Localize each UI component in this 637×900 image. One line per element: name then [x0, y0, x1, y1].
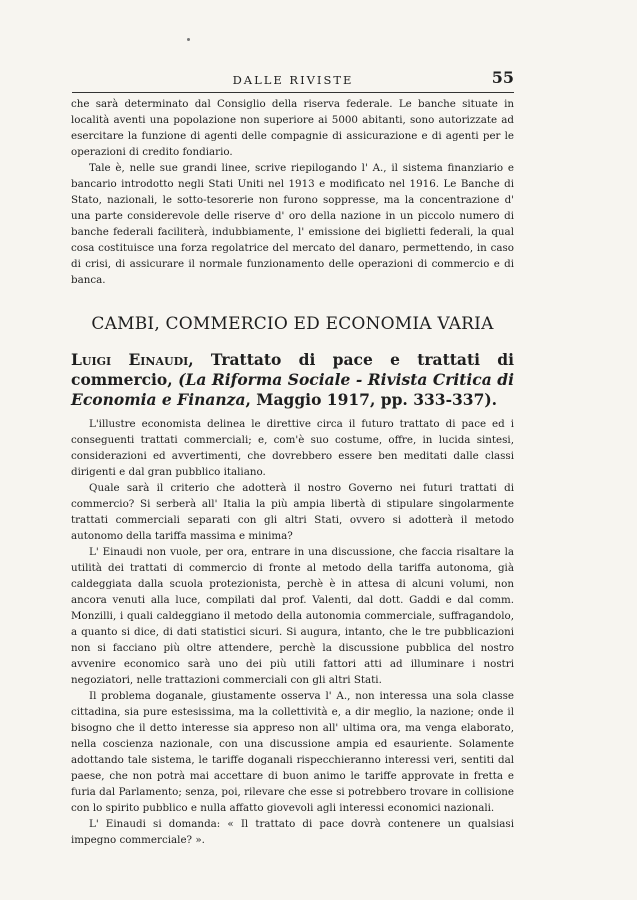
body-paragraph: Il problema doganale, giustamente osserva l' A., non interessa una sola classe cittadina, sia pure estesissima, ma la collettività e, a dir meglio, la nazione; onde il bisogno che il detto interesse sia appreso non all' ultima ora, ma venga elaborato, nella coscienza nazionale, con una discussione ampia ed esauriente. Solamente adottando tale sistema, le tariffe doganali rispecchieranno interessi veri, sentiti dal paese, che non potrà mai accettare di buon animo le tariffe approvate in fretta e furia dal Parlamento; senza, poi, rilevare che esse si potrebbero trovare in collisione con lo spirito pubblico e nulla affatto giovevoli agli interessi economici nazionali.: [71, 690, 514, 814]
intro-paragraph-1: che sarà determinato dal Consiglio della riserva federale. Le banche situate in località aventi una popolazione non superiore ai 5000 abitanti, sono autorizzate ad esercitare la funzione di agenti delle compagnie di assicurazione e di agenti per le operazioni di credito fondiario.: [71, 98, 514, 158]
article-title: , Trattato di pace e trattati di commercio,: [71, 350, 514, 389]
page-body: [71, 96, 514, 848]
intro-paragraph-2: Tale è, nelle sue grandi linee, scrive riepilogando l' A., il sistema finanziario e bancario introdotto negli Stati Uniti nel 1913 e modificato nel 1916. Le Banche di Stato, nazionali, le sotto-tesorerie non furono soppresse, ma la concentrazione d' una parte considerevole delle riserve d' oro della nazione in un piccolo numero di banche federali faciliterà, indubbiamente, l' emissione dei biglietti federali, la qual cosa costituisce una forza regolatrice del mercato del danaro, permettendo, in caso di crisi, di assicurare il normale funzionamento delle operazioni di commercio e di banca.: [71, 162, 514, 286]
running-title: DALLE RIVISTE: [232, 73, 354, 87]
body-paragraph: L'illustre economista delinea le direttive circa il futuro trattato di pace ed i conseguenti trattati commerciali; e, com'è suo costume, offre, in lucida sintesi, considerazioni ed avvertimenti, che dovrebbero essere ben meditati dalle classi dirigenti e dal gran pubblico italiano.: [71, 418, 514, 478]
article-heading: [71, 350, 514, 410]
article-journal: (La Riforma Sociale - Rivista Critica di Economia e Finanza: [71, 370, 514, 409]
article-issue: , Maggio 1917, pp. 333-337).: [245, 390, 498, 409]
section-title: CAMBI, COMMERCIO ED ECONOMIA VARIA: [91, 314, 494, 334]
body-paragraph: L' Einaudi si domanda: « Il trattato di pace dovrà contenere un qualsiasi impegno commerciale? ».: [71, 818, 514, 846]
page-header: [72, 70, 514, 88]
print-speck: [187, 38, 190, 41]
header-rule: [72, 92, 514, 93]
body-paragraph: Quale sarà il criterio che adotterà il nostro Governo nei futuri trattati di commercio? Si serberà all' Italia la più ampia libertà di stipulare singolarmente trattati commerciali separati con gli altri Stati, ovvero si adotterà il metodo autonomo della tariffa massima e minima?: [71, 482, 514, 542]
body-paragraph: L' Einaudi non vuole, per ora, entrare in una discussione, che faccia risaltare la utilità dei trattati di commercio di fronte al metodo della tariffa autonoma, già caldeggiata dalla scuola protezionista, perchè è in attesa di alcuni volumi, non ancora venuti alla luce, compilati dal prof. Valenti, dal dott. Gaddi e dal comm. Monzilli, i quali caldeggiano il metodo della autonomia commerciale, suffragandolo, a quanto si dice, di dati statistici sicuri. Si augura, intanto, che le tre pubblicazioni non si facciano più oltre attendere, perchè la discussione pubblica del nostro avvenire economico sarà uno dei più utili fattori atti ad illuminare i nostri negoziatori, nelle trattazioni commerciali con gli altri Stati.: [71, 546, 514, 686]
article-author: Luigi Einaudi: [71, 350, 189, 369]
page-number: 55: [491, 68, 514, 87]
